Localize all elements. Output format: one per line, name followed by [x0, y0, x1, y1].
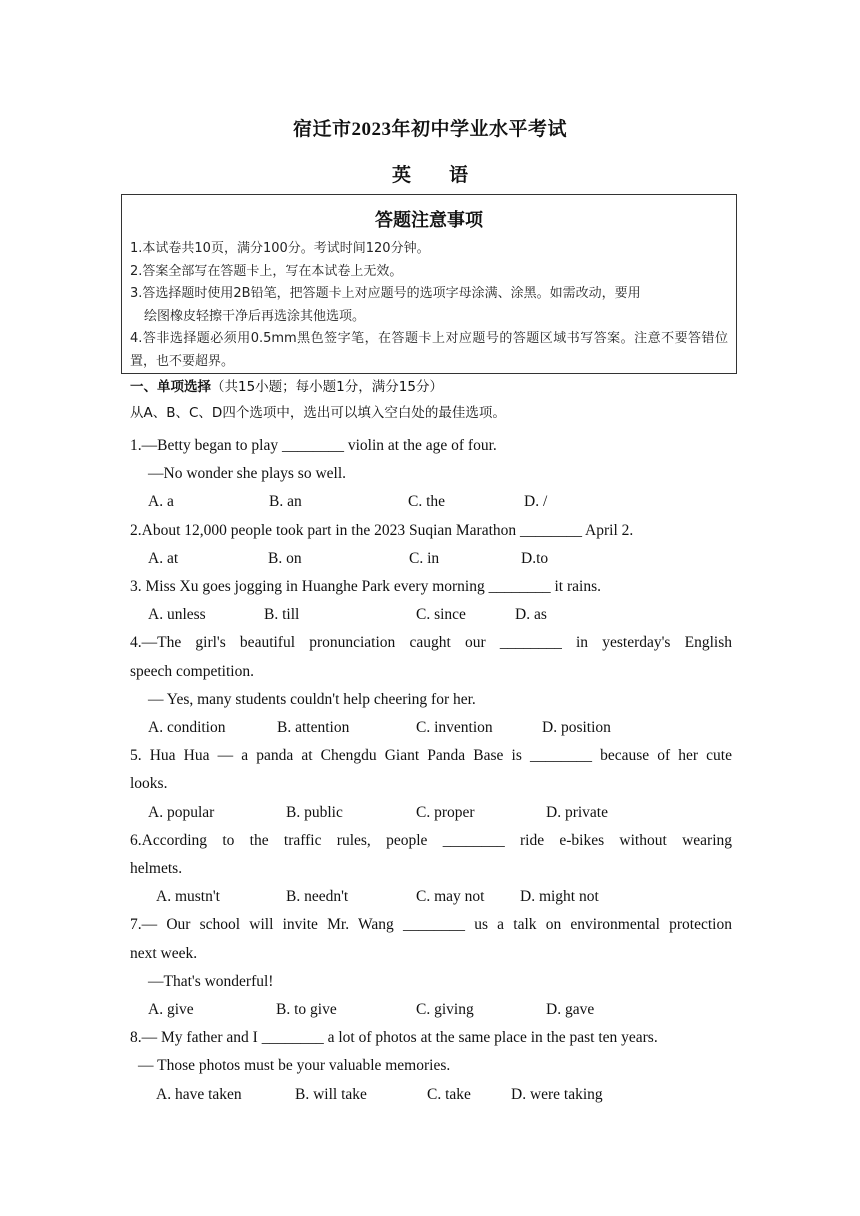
section-heading-note: （共15小题；每小题1分，满分15分） — [211, 379, 443, 395]
section-heading-label: 一、单项选择 — [130, 379, 211, 395]
option-b[interactable]: B. till — [264, 606, 300, 624]
question-stem: 7.— Our school will invite Mr. Wang ________ us a talk on environmental protection — [130, 916, 732, 934]
option-b[interactable]: B. needn't — [286, 888, 349, 906]
question — [130, 517, 732, 573]
question-stem: 1.—Betty began to play ________ violin at the age of four. — [130, 437, 497, 454]
option-c[interactable]: C. since — [416, 606, 466, 624]
option-d[interactable]: D. position — [542, 718, 611, 736]
section-instruction: 从A、B、C、D四个选项中，选出可以填入空白处的最佳选项。 — [130, 405, 506, 421]
question-options — [130, 996, 732, 1024]
question — [130, 742, 732, 827]
option-c[interactable]: C. invention — [416, 718, 493, 736]
question-options — [130, 545, 732, 573]
question-reply: — Yes, many students couldn't help cheering for her. — [148, 690, 476, 708]
question-reply: —No wonder she plays so well. — [148, 465, 347, 483]
option-a[interactable]: A. give — [148, 1000, 194, 1018]
option-b[interactable]: B. public — [286, 803, 343, 821]
question-options — [130, 883, 732, 911]
option-d[interactable]: D. gave — [546, 1000, 595, 1018]
question-options — [130, 1081, 732, 1109]
question — [130, 911, 732, 1024]
notice-item: 1.本试卷共10页，满分100分。考试时间120分钟。 — [130, 241, 430, 256]
question — [130, 629, 732, 742]
option-a[interactable]: A. condition — [148, 718, 226, 736]
question-stem: 3. Miss Xu goes jogging in Huanghe Park every morning ________ it rains. — [130, 577, 601, 595]
question-stem-continued: helmets. — [130, 859, 183, 877]
question-section — [130, 376, 732, 1109]
question-reply: — Those photos must be your valuable memories. — [138, 1057, 451, 1075]
option-c[interactable]: C. may not — [416, 888, 485, 906]
question-stem: 6.According to the traffic rules, people ________ ride e-bikes without wearing — [130, 831, 732, 849]
exam-subject: 英语 — [391, 165, 506, 186]
question-stem: 5. Hua Hua — a panda at Chengdu Giant Panda Base is ________ because of her cute — [130, 747, 732, 765]
option-a[interactable]: A. a — [148, 493, 174, 511]
option-a[interactable]: A. unless — [148, 606, 206, 624]
question-reply: —That's wonderful! — [148, 972, 274, 990]
option-b[interactable]: B. to give — [276, 1000, 337, 1018]
notice-item — [122, 306, 736, 329]
option-d[interactable]: D. private — [546, 803, 608, 821]
option-d[interactable]: D. were taking — [511, 1085, 603, 1103]
question-stem-continued: speech competition. — [130, 662, 254, 680]
option-a[interactable]: A. have taken — [156, 1085, 242, 1103]
option-c[interactable]: C. the — [408, 493, 446, 511]
question-options — [130, 799, 732, 827]
notice-title: 答题注意事项 — [375, 210, 483, 231]
question — [130, 432, 732, 517]
notice-item: 3.答选择题时使用2B铅笔，把答题卡上对应题号的选项字母涂满、涂黑。如需改动，要用 — [130, 286, 641, 301]
option-d[interactable]: D. might not — [520, 888, 599, 906]
question-stem: 2.About 12,000 people took part in the 2023 Suqian Marathon ________ April 2. — [130, 521, 634, 539]
option-b[interactable]: B. an — [269, 493, 302, 511]
section-heading — [130, 376, 732, 398]
exam-title: 宿迁市2023年初中学业水平考试 — [292, 119, 567, 140]
question-options — [130, 601, 732, 629]
notice-item: 4.答非选择题必须用0.5mm黑色签字笔，在答题卡上对应题号的答题区域书写答案。注意不要答错位置，也不要超界。 — [130, 331, 728, 369]
option-b[interactable]: B. on — [268, 549, 302, 567]
option-d[interactable]: D.to — [521, 549, 549, 567]
question — [130, 573, 732, 629]
option-d[interactable]: D. as — [515, 606, 547, 624]
notice-item-continued: 绘图橡皮轻擦干净后再选涂其他选项。 — [144, 308, 366, 324]
question-stem: 8.— My father and I ________ a lot of photos at the same place in the past ten years. — [130, 1029, 658, 1047]
question — [130, 1024, 732, 1109]
notice-box — [121, 194, 737, 374]
question — [130, 827, 732, 912]
option-b[interactable]: B. attention — [277, 718, 350, 736]
question-stem: 4.—The girl's beautiful pronunciation caught our ________ in yesterday's English — [130, 634, 732, 652]
option-d[interactable]: D. / — [524, 493, 548, 511]
option-c[interactable]: C. proper — [416, 803, 475, 821]
question-stem-continued: next week. — [130, 944, 198, 962]
option-c[interactable]: C. giving — [416, 1000, 474, 1018]
question-options — [130, 488, 732, 516]
option-a[interactable]: A. popular — [148, 803, 215, 821]
option-b[interactable]: B. will take — [295, 1085, 367, 1103]
question-stem-continued: looks. — [130, 775, 168, 793]
notice-item: 2.答案全部写在答题卡上，写在本试卷上无效。 — [130, 263, 403, 279]
option-c[interactable]: C. in — [409, 549, 440, 567]
option-a[interactable]: A. mustn't — [156, 888, 220, 906]
option-a[interactable]: A. at — [148, 549, 179, 567]
question-options — [130, 714, 732, 742]
option-c[interactable]: C. take — [427, 1085, 471, 1103]
